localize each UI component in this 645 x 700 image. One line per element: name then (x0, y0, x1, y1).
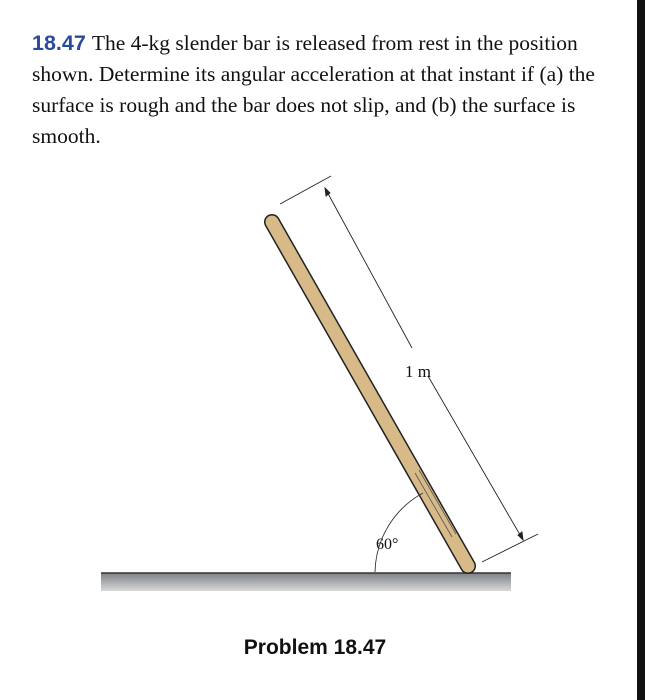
angle-arc (375, 493, 423, 572)
problem-line-2: shown. Determine its angular acceleration at that instant if (a) the (32, 62, 595, 86)
length-label: 1 m (405, 362, 431, 381)
problem-number: 18.47 (32, 31, 86, 55)
figure-caption: Problem 18.47 (243, 636, 387, 659)
ground (101, 573, 511, 591)
problem-text: The 4-kg slender bar is released from rest in the position (91, 31, 578, 55)
problem-line-4: smooth. (32, 124, 101, 148)
angle-label: 60° (376, 536, 399, 553)
problem-line-3: surface is rough and the bar does not slip, and (b) the surface is (32, 93, 576, 117)
